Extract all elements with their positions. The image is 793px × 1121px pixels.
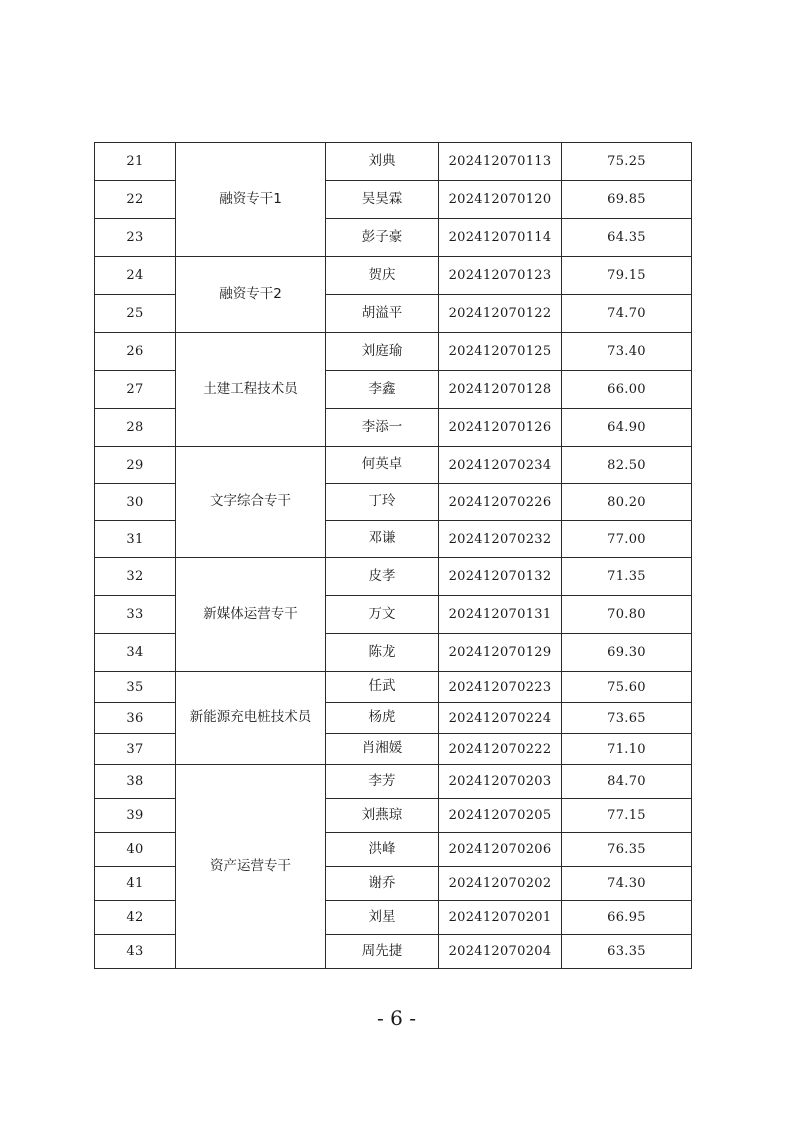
exam-id-cell: 202412070131 bbox=[439, 596, 562, 634]
table-row bbox=[95, 765, 692, 799]
score-cell: 64.90 bbox=[562, 409, 692, 447]
seq-cell: 33 bbox=[95, 596, 176, 634]
position-cell: 新能源充电桩技术员 bbox=[176, 672, 326, 765]
exam-id-cell: 202412070114 bbox=[439, 219, 562, 257]
table-row bbox=[95, 447, 692, 484]
name-cell: 刘典 bbox=[326, 143, 439, 181]
score-cell: 63.35 bbox=[562, 935, 692, 969]
position-cell: 融资专干2 bbox=[176, 257, 326, 333]
candidate-score-table bbox=[94, 142, 692, 969]
seq-cell: 23 bbox=[95, 219, 176, 257]
score-cell: 71.35 bbox=[562, 558, 692, 596]
exam-id-cell: 202412070120 bbox=[439, 181, 562, 219]
name-cell: 刘燕琼 bbox=[326, 799, 439, 833]
score-cell: 66.00 bbox=[562, 371, 692, 409]
position-cell: 文字综合专干 bbox=[176, 447, 326, 558]
name-cell: 皮孝 bbox=[326, 558, 439, 596]
name-cell: 刘星 bbox=[326, 901, 439, 935]
seq-cell: 27 bbox=[95, 371, 176, 409]
score-cell: 74.70 bbox=[562, 295, 692, 333]
name-cell: 吴昊霖 bbox=[326, 181, 439, 219]
exam-id-cell: 202412070226 bbox=[439, 484, 562, 521]
seq-cell: 30 bbox=[95, 484, 176, 521]
seq-cell: 38 bbox=[95, 765, 176, 799]
name-cell: 丁玲 bbox=[326, 484, 439, 521]
score-cell: 75.60 bbox=[562, 672, 692, 703]
exam-id-cell: 202412070223 bbox=[439, 672, 562, 703]
score-cell: 69.30 bbox=[562, 634, 692, 672]
table-row bbox=[95, 257, 692, 295]
exam-id-cell: 202412070222 bbox=[439, 734, 562, 765]
name-cell: 周先捷 bbox=[326, 935, 439, 969]
exam-id-cell: 202412070132 bbox=[439, 558, 562, 596]
score-cell: 74.30 bbox=[562, 867, 692, 901]
score-cell: 73.65 bbox=[562, 703, 692, 734]
name-cell: 彭子豪 bbox=[326, 219, 439, 257]
exam-id-cell: 202412070202 bbox=[439, 867, 562, 901]
name-cell: 李鑫 bbox=[326, 371, 439, 409]
exam-id-cell: 202412070205 bbox=[439, 799, 562, 833]
position-cell: 融资专干1 bbox=[176, 143, 326, 257]
table-body bbox=[95, 143, 692, 969]
name-cell: 杨虎 bbox=[326, 703, 439, 734]
exam-id-cell: 202412070203 bbox=[439, 765, 562, 799]
seq-cell: 24 bbox=[95, 257, 176, 295]
name-cell: 贺庆 bbox=[326, 257, 439, 295]
table-row bbox=[95, 558, 692, 596]
exam-id-cell: 202412070129 bbox=[439, 634, 562, 672]
table-row bbox=[95, 143, 692, 181]
exam-id-cell: 202412070224 bbox=[439, 703, 562, 734]
score-cell: 77.00 bbox=[562, 521, 692, 558]
seq-cell: 32 bbox=[95, 558, 176, 596]
score-cell: 66.95 bbox=[562, 901, 692, 935]
table-row bbox=[95, 333, 692, 371]
name-cell: 何英卓 bbox=[326, 447, 439, 484]
seq-cell: 31 bbox=[95, 521, 176, 558]
name-cell: 李添一 bbox=[326, 409, 439, 447]
position-cell: 土建工程技术员 bbox=[176, 333, 326, 447]
score-cell: 77.15 bbox=[562, 799, 692, 833]
score-cell: 73.40 bbox=[562, 333, 692, 371]
score-cell: 80.20 bbox=[562, 484, 692, 521]
seq-cell: 41 bbox=[95, 867, 176, 901]
exam-id-cell: 202412070128 bbox=[439, 371, 562, 409]
name-cell: 胡溢平 bbox=[326, 295, 439, 333]
score-cell: 82.50 bbox=[562, 447, 692, 484]
score-cell: 79.15 bbox=[562, 257, 692, 295]
name-cell: 肖湘媛 bbox=[326, 734, 439, 765]
exam-id-cell: 202412070201 bbox=[439, 901, 562, 935]
score-cell: 75.25 bbox=[562, 143, 692, 181]
score-cell: 64.35 bbox=[562, 219, 692, 257]
page-number: - 6 - bbox=[377, 1006, 416, 1030]
score-cell: 84.70 bbox=[562, 765, 692, 799]
table-row bbox=[95, 672, 692, 703]
seq-cell: 39 bbox=[95, 799, 176, 833]
exam-id-cell: 202412070125 bbox=[439, 333, 562, 371]
seq-cell: 35 bbox=[95, 672, 176, 703]
seq-cell: 21 bbox=[95, 143, 176, 181]
name-cell: 任武 bbox=[326, 672, 439, 703]
exam-id-cell: 202412070206 bbox=[439, 833, 562, 867]
seq-cell: 26 bbox=[95, 333, 176, 371]
seq-cell: 36 bbox=[95, 703, 176, 734]
name-cell: 刘庭瑜 bbox=[326, 333, 439, 371]
seq-cell: 29 bbox=[95, 447, 176, 484]
position-cell: 新媒体运营专干 bbox=[176, 558, 326, 672]
exam-id-cell: 202412070113 bbox=[439, 143, 562, 181]
seq-cell: 43 bbox=[95, 935, 176, 969]
exam-id-cell: 202412070126 bbox=[439, 409, 562, 447]
name-cell: 李芳 bbox=[326, 765, 439, 799]
name-cell: 万文 bbox=[326, 596, 439, 634]
name-cell: 陈龙 bbox=[326, 634, 439, 672]
seq-cell: 22 bbox=[95, 181, 176, 219]
seq-cell: 37 bbox=[95, 734, 176, 765]
score-cell: 69.85 bbox=[562, 181, 692, 219]
name-cell: 洪峰 bbox=[326, 833, 439, 867]
exam-id-cell: 202412070123 bbox=[439, 257, 562, 295]
seq-cell: 40 bbox=[95, 833, 176, 867]
exam-id-cell: 202412070234 bbox=[439, 447, 562, 484]
name-cell: 邓谦 bbox=[326, 521, 439, 558]
seq-cell: 25 bbox=[95, 295, 176, 333]
exam-id-cell: 202412070122 bbox=[439, 295, 562, 333]
seq-cell: 42 bbox=[95, 901, 176, 935]
name-cell: 谢乔 bbox=[326, 867, 439, 901]
score-cell: 71.10 bbox=[562, 734, 692, 765]
exam-id-cell: 202412070232 bbox=[439, 521, 562, 558]
position-cell: 资产运营专干 bbox=[176, 765, 326, 969]
exam-id-cell: 202412070204 bbox=[439, 935, 562, 969]
seq-cell: 28 bbox=[95, 409, 176, 447]
score-cell: 76.35 bbox=[562, 833, 692, 867]
seq-cell: 34 bbox=[95, 634, 176, 672]
score-cell: 70.80 bbox=[562, 596, 692, 634]
